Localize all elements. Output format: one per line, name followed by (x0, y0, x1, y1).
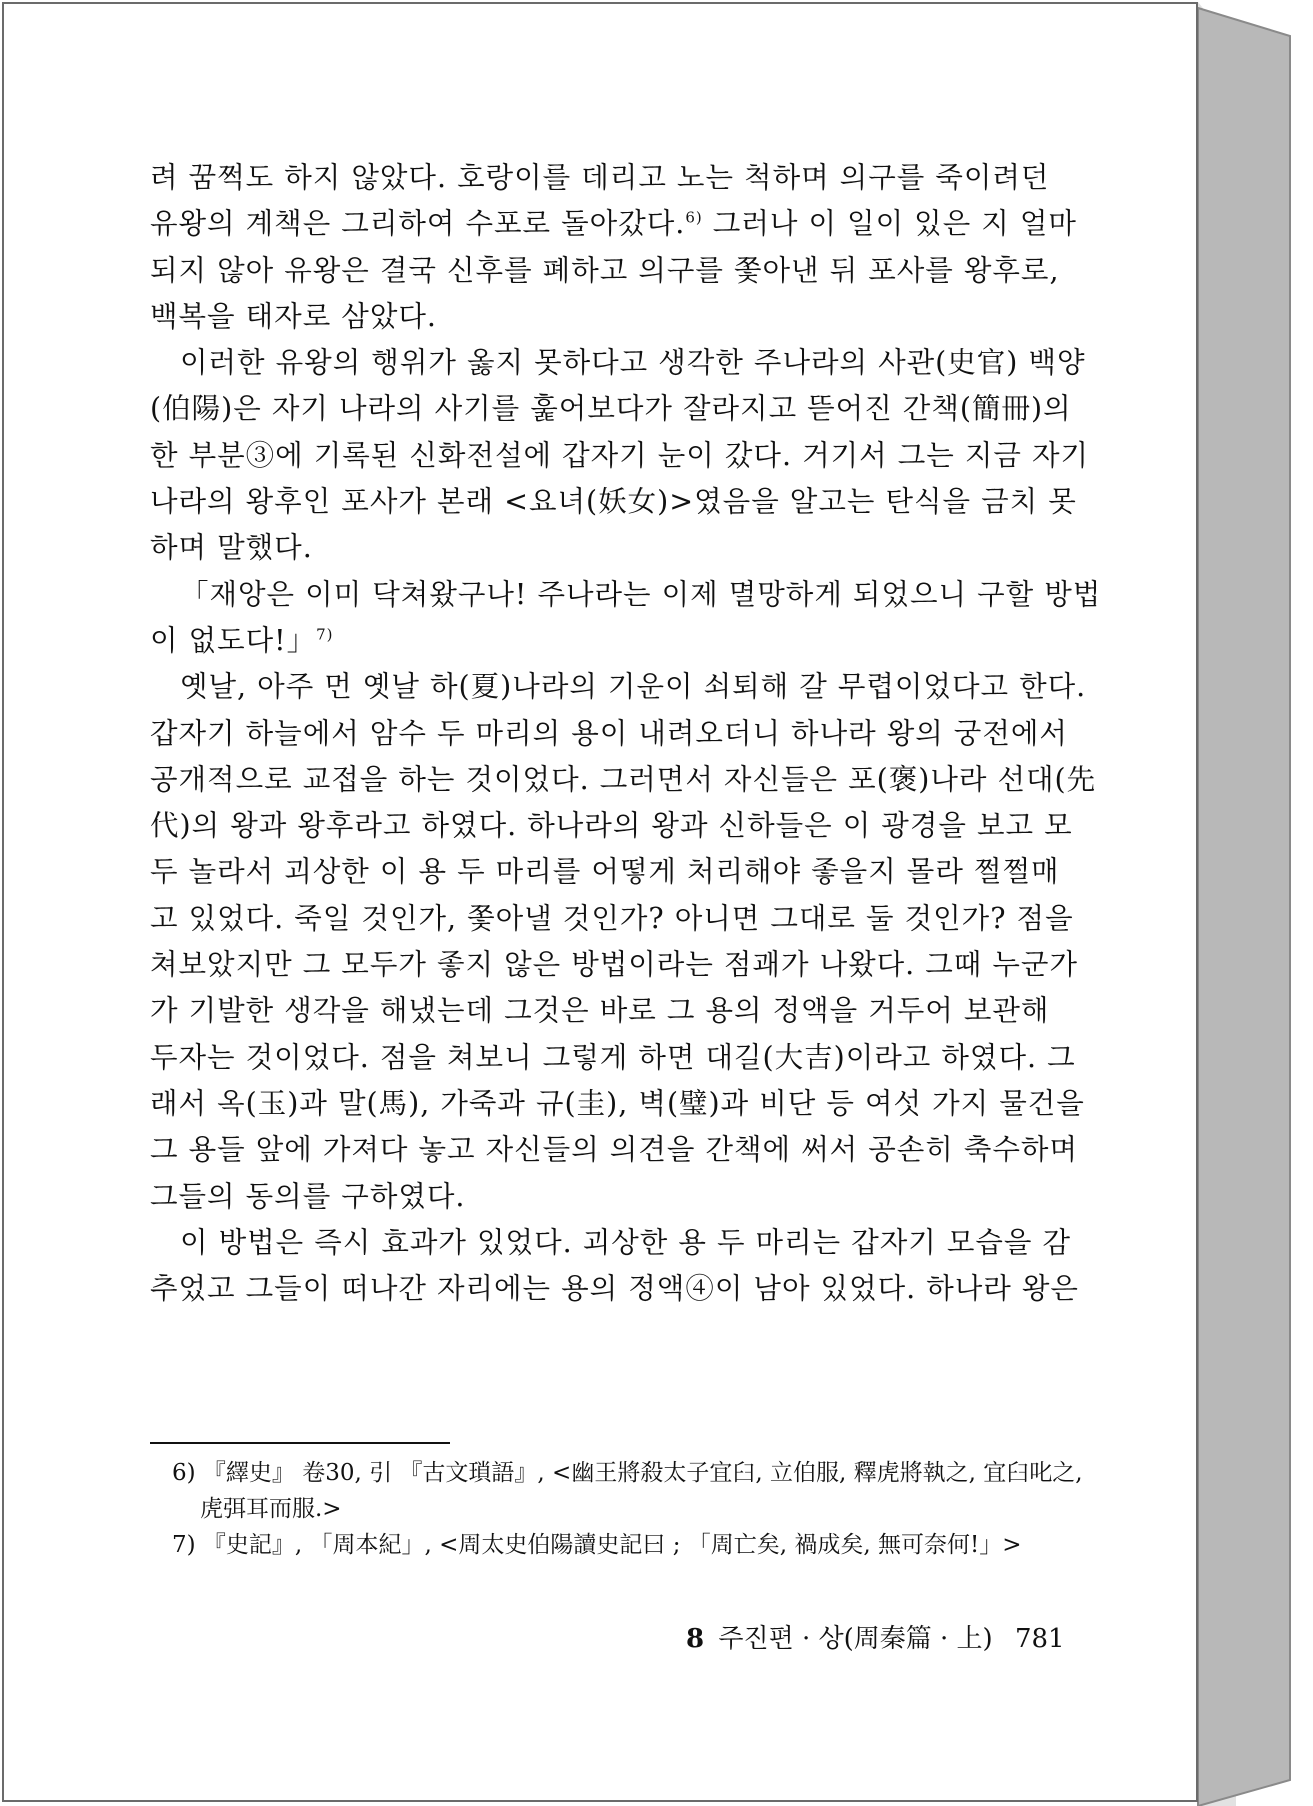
body-line (150, 849, 1060, 895)
footnote-rule (150, 1442, 450, 1444)
body-line (150, 340, 1086, 386)
body-line-text: (伯陽)은 자기 나라의 사기를 훑어보다가 잘라지고 뜯어진 간책(簡冊)의 (150, 392, 1072, 426)
body-line-text: 유왕의 계책은 그리하여 수포로 돌아갔다. (150, 207, 686, 241)
body-line (150, 942, 1078, 988)
body-line (150, 248, 1060, 294)
body-line (150, 988, 1055, 1034)
body-line-text: 옛날, 아주 먼 옛날 하(夏)나라의 기운이 쇠퇴해 갈 무렵이었다고 한다. (180, 670, 1087, 704)
body-line-text: 두자는 것이었다. 점을 쳐보니 그렇게 하면 대길(大吉)이라고 하였다. 그 (150, 1040, 1076, 1074)
body-line (150, 896, 1074, 942)
body-line-text: 고 있었다. 죽일 것인가, 쫓아낼 것인가? 아니면 그대로 둘 것인가? 점을 (150, 901, 1074, 935)
body-line (150, 294, 1055, 340)
body-line (150, 1220, 1072, 1266)
body-line (150, 711, 1068, 757)
body-text (150, 155, 1102, 1312)
body-line (150, 433, 1090, 479)
body-line-text: 「재앙은 이미 닥쳐왔구나! 주나라는 이제 멸망하게 되었으니 구할 방법 (180, 577, 1102, 611)
body-line (150, 479, 1077, 525)
body-line-text: 이 방법은 즉시 효과가 있었다. 괴상한 용 두 마리는 갑자기 모습을 감 (180, 1225, 1072, 1259)
body-line (150, 803, 1073, 849)
footnote-marker[interactable]: 7) (316, 625, 334, 644)
body-line-text: 그 용들 앞에 가져다 놓고 자신들의 의견을 간책에 써서 공손히 축수하며 (150, 1133, 1078, 1167)
body-line-text: 공개적으로 교접을 하는 것이었다. 그러면서 자신들은 포(褒)나라 선대(先 (150, 762, 1097, 796)
body-line (150, 1266, 1079, 1312)
body-line (150, 386, 1072, 432)
chapter-number: 8 (686, 1624, 705, 1654)
body-line-text: 이 없도다!」 (150, 623, 317, 657)
footnote-marker[interactable]: 6) (685, 208, 703, 227)
body-line-text: 려 꿈쩍도 하지 않았다. 호랑이를 데리고 노는 척하며 의구를 죽이려던 (150, 161, 1050, 194)
body-line (150, 1174, 1055, 1220)
body-line-text: 갑자기 하늘에서 암수 두 마리의 용이 내려오더니 하나라 왕의 궁전에서 (150, 716, 1068, 750)
body-line (150, 757, 1097, 803)
body-line (150, 155, 1055, 201)
body-line-text: 이러한 유왕의 행위가 옳지 못하다고 생각한 주나라의 사관(史官) 백양 (180, 346, 1086, 380)
body-line (150, 572, 1102, 618)
footnote-line: 虎弭耳而服.> (200, 1496, 342, 1522)
body-line (150, 1127, 1078, 1173)
body-line-text: 백복을 태자로 삼았다. (150, 299, 437, 333)
footnote-line: 6) 『繹史』 卷30, 引 『古文瑣語』, <幽王將殺太子宜臼, 立伯服, 釋虎將執之, 宜臼叱之, (172, 1460, 1083, 1486)
body-line-text: 代)의 왕과 왕후라고 하였다. 하나라의 왕과 신하들은 이 광경을 보고 모 (150, 809, 1073, 843)
body-line (150, 201, 1077, 247)
body-line (150, 1035, 1076, 1081)
body-line (150, 664, 1087, 710)
body-line-text: 추었고 그들이 떠나간 자리에는 용의 정액④이 남아 있었다. 하나라 왕은 (150, 1272, 1079, 1306)
footnote-line: 7) 『史記』, 「周本紀」, <周太史伯陽讀史記曰 ; 「周亡矣, 禍成矣, 無可奈何!」> (172, 1532, 1022, 1558)
body-line-text: 두 놀라서 괴상한 이 용 두 마리를 어떻게 처리해야 좋을지 몰라 쩔쩔매 (150, 855, 1060, 889)
page-number: 781 (1014, 1624, 1065, 1654)
body-line (150, 618, 1055, 664)
body-line-text: 한 부분③에 기록된 신화전설에 갑자기 눈이 갔다. 거기서 그는 지금 자기 (150, 438, 1090, 472)
chapter-title: 주진편 · 상(周秦篇 · 上) (718, 1624, 993, 1654)
body-line-rest: 그러나 이 일이 있은 지 얼마 (702, 207, 1077, 241)
body-line-text: 그들의 동의를 구하였다. (150, 1179, 466, 1213)
page-footer (686, 1618, 1065, 1655)
body-line-text: 가 기발한 생각을 해냈는데 그것은 바로 그 용의 정액을 거두어 보관해 (150, 994, 1050, 1028)
body-line-text: 나라의 왕후인 포사가 본래 <요녀(妖女)>였음을 알고는 탄식을 금치 못 (150, 485, 1077, 519)
body-line-text: 래서 옥(玉)과 말(馬), 가죽과 규(圭), 벽(璧)과 비단 등 여섯 가지 물건을 (150, 1086, 1085, 1120)
body-line-text: 쳐보았지만 그 모두가 좋지 않은 방법이라는 점괘가 나왔다. 그때 누군가 (150, 948, 1078, 982)
body-line (150, 525, 1055, 571)
body-line (150, 1081, 1085, 1127)
body-line-text: 되지 않아 유왕은 결국 신후를 폐하고 의구를 쫓아낸 뒤 포사를 왕후로, (150, 253, 1060, 287)
body-line-text: 하며 말했다. (150, 531, 313, 565)
footnotes (172, 1455, 1083, 1563)
